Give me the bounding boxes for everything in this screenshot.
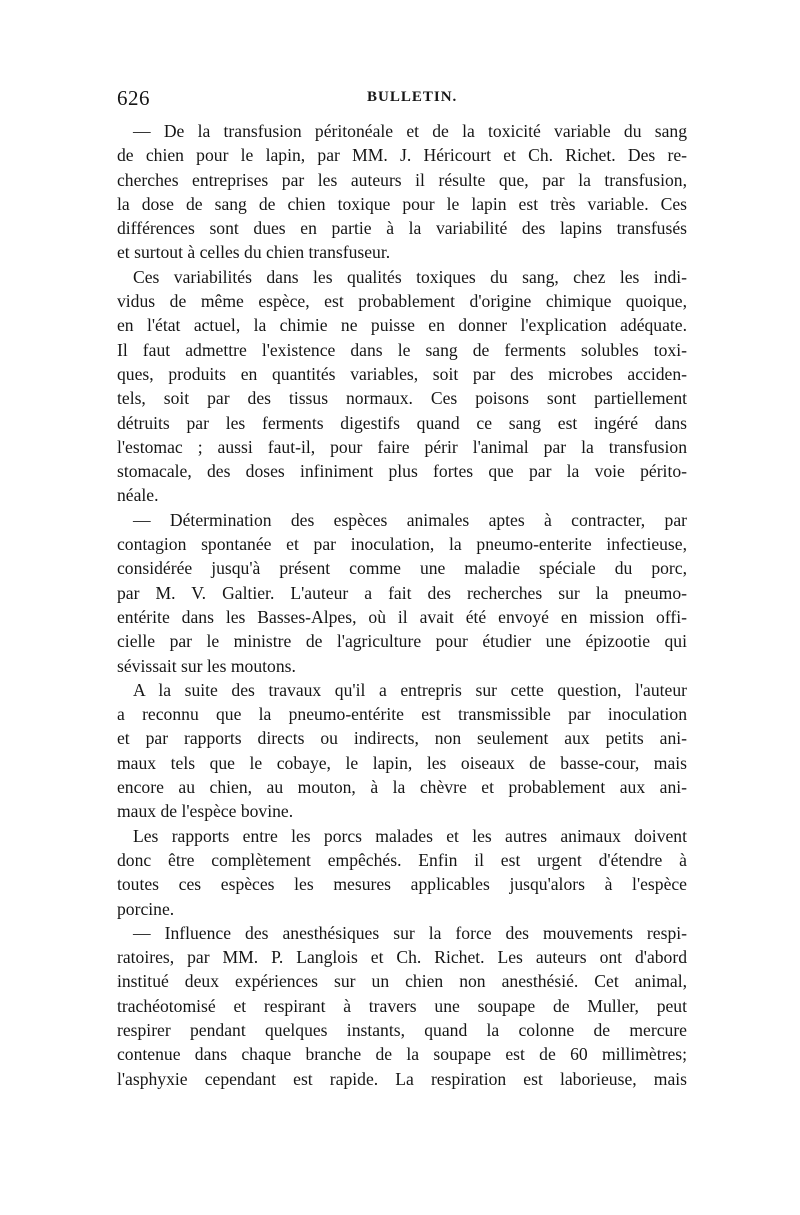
text-line: porcine.: [117, 898, 175, 919]
text-line: cielle par le ministre de l'agriculture pour étudier une épizootie qui: [117, 631, 687, 652]
text-line: entérite dans les Basses-Alpes, où il avait été envoyé en mission offi-: [117, 606, 687, 627]
text-line: A la suite des travaux qu'il a entrepris sur cette question, l'auteur: [133, 679, 687, 700]
text-line: — Influence des anesthésiques sur la force des mouvements respi-: [133, 922, 687, 943]
body-text: [117, 119, 687, 1091]
text-line: stomacale, des doses infiniment plus fortes que par la voie périto-: [117, 461, 687, 482]
text-line: vidus de même espèce, est probablement d'origine chimique quoique,: [117, 291, 687, 312]
page-number: 626: [117, 86, 150, 110]
text-line: détruits par les ferments digestifs quand ce sang est ingéré dans: [117, 412, 687, 433]
text-line: par M. V. Galtier. L'auteur a fait des recherches sur la pneumo-: [117, 582, 687, 603]
text-line: tels, soit par des tissus normaux. Ces poisons sont partiellement: [117, 388, 687, 409]
text-line: trachéotomisé et respirant à travers une soupape de Muller, peut: [117, 995, 687, 1016]
text-line: Les rapports entre les porcs malades et les autres animaux doivent: [133, 825, 687, 846]
text-line: et surtout à celles du chien transfuseur.: [117, 242, 391, 263]
text-line: contenue dans chaque branche de la soupape est de 60 millimètres;: [117, 1044, 687, 1065]
text-line: considérée jusqu'à présent comme une maladie spéciale du porc,: [117, 558, 687, 579]
text-line: et par rapports directs ou indirects, non seulement aux petits ani-: [117, 728, 687, 749]
text-line: ratoires, par MM. P. Langlois et Ch. Richet. Les auteurs ont d'abord: [117, 947, 687, 968]
running-head: BULLETIN.: [367, 89, 458, 105]
text-line: en l'état actuel, la chimie ne puisse en donner l'explication adéquate.: [117, 315, 687, 336]
text-line: cherches entreprises par les auteurs il résulte que, par la transfusion,: [117, 169, 687, 190]
text-line: contagion spontanée et par inoculation, la pneumo-enterite infectieuse,: [117, 534, 687, 555]
text-line: — De la transfusion péritonéale et de la toxicité variable du sang: [133, 121, 687, 141]
text-line: l'asphyxie cependant est rapide. La respiration est laborieuse, mais: [117, 1068, 687, 1089]
text-line: — Détermination des espèces animales aptes à contracter, par: [133, 509, 687, 530]
text-line: l'estomac ; aussi faut-il, pour faire périr l'animal par la transfusion: [117, 436, 687, 457]
text-line: la dose de sang de chien toxique pour le lapin est très variable. Ces: [117, 193, 687, 214]
text-line: sévissait sur les moutons.: [117, 655, 296, 676]
text-line: a reconnu que la pneumo-entérite est transmissible par inoculation: [117, 704, 687, 725]
page-header: [117, 86, 687, 110]
text-line: maux tels que le cobaye, le lapin, les oiseaux de basse-cour, mais: [117, 752, 687, 773]
text-line: Ces variabilités dans les qualités toxiques du sang, chez les indi-: [133, 266, 687, 287]
text-line: maux de l'espèce bovine.: [117, 801, 294, 822]
text-line: de chien pour le lapin, par MM. J. Héricourt et Ch. Richet. Des re-: [117, 145, 687, 166]
text-line: néale.: [117, 485, 159, 506]
text-line: institué deux expériences sur un chien non anesthésié. Cet animal,: [117, 971, 687, 992]
text-line: Il faut admettre l'existence dans le sang de ferments solubles toxi-: [117, 339, 687, 360]
text-line: respirer pendant quelques instants, quand la colonne de mercure: [117, 1019, 687, 1040]
text-line: donc être complètement empêchés. Enfin il est urgent d'étendre à: [117, 849, 687, 870]
text-line: différences sont dues en partie à la variabilité des lapins transfusés: [117, 218, 687, 239]
text-line: toutes ces espèces les mesures applicables jusqu'alors à l'espèce: [117, 874, 687, 895]
text-line: ques, produits en quantités variables, soit par des microbes acciden-: [117, 363, 687, 384]
text-line: encore au chien, au mouton, à la chèvre et probablement aux ani-: [117, 777, 687, 798]
